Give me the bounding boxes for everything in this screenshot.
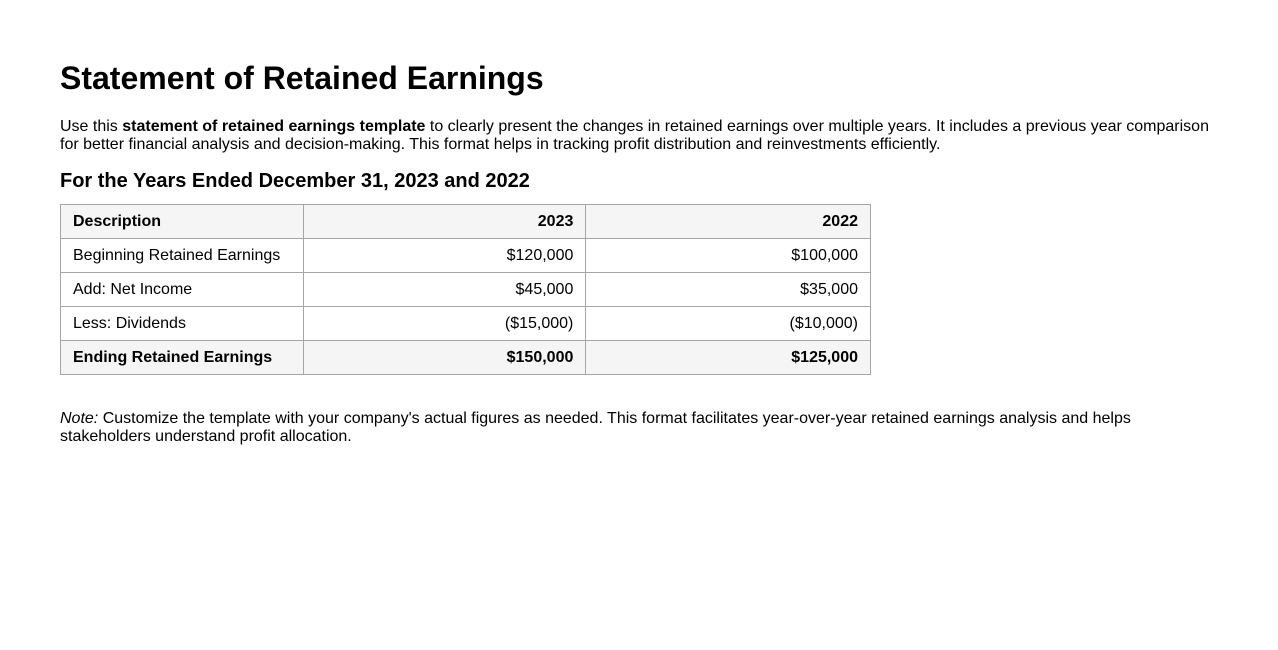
total-row bbox=[61, 341, 871, 375]
intro-bold-text: statement of retained earnings template bbox=[122, 118, 426, 135]
intro-prefix: Use this bbox=[60, 118, 123, 135]
row-value-2022: ($10,000) bbox=[586, 307, 871, 341]
total-value-2023: $150,000 bbox=[303, 341, 586, 375]
table-row bbox=[61, 273, 871, 307]
note-text: Customize the template with your company's actual figures as needed. This format facilitates year-over-year retained earnings analysis and helps stakeholders understand profit allocation. bbox=[60, 410, 1131, 445]
header-2023: 2023 bbox=[303, 205, 586, 239]
note-paragraph bbox=[60, 410, 1220, 446]
total-description: Ending Retained Earnings bbox=[61, 341, 304, 375]
row-value-2022: $35,000 bbox=[586, 273, 871, 307]
table-row bbox=[61, 307, 871, 341]
table-header-row bbox=[61, 205, 871, 239]
header-2022: 2022 bbox=[586, 205, 871, 239]
row-description: Beginning Retained Earnings bbox=[61, 239, 304, 273]
retained-earnings-table bbox=[60, 204, 871, 375]
total-value-2022: $125,000 bbox=[586, 341, 871, 375]
period-heading: For the Years Ended December 31, 2023 and 2022 bbox=[60, 170, 530, 192]
intro-paragraph bbox=[60, 118, 1220, 154]
note-label: Note: bbox=[60, 410, 99, 427]
row-value-2022: $100,000 bbox=[586, 239, 871, 273]
header-description: Description bbox=[61, 205, 304, 239]
intro-suffix: to clearly present the changes in retained earnings over multiple years. It includes a previous year comparison for better financial analysis and decision-making. This format helps in tracking profit distribution and reinvestments efficiently. bbox=[60, 118, 1209, 153]
table-row bbox=[61, 239, 871, 273]
row-description: Add: Net Income bbox=[61, 273, 304, 307]
page-title: Statement of Retained Earnings bbox=[60, 60, 544, 96]
row-value-2023: $45,000 bbox=[303, 273, 586, 307]
row-value-2023: ($15,000) bbox=[303, 307, 586, 341]
row-value-2023: $120,000 bbox=[303, 239, 586, 273]
row-description: Less: Dividends bbox=[61, 307, 304, 341]
